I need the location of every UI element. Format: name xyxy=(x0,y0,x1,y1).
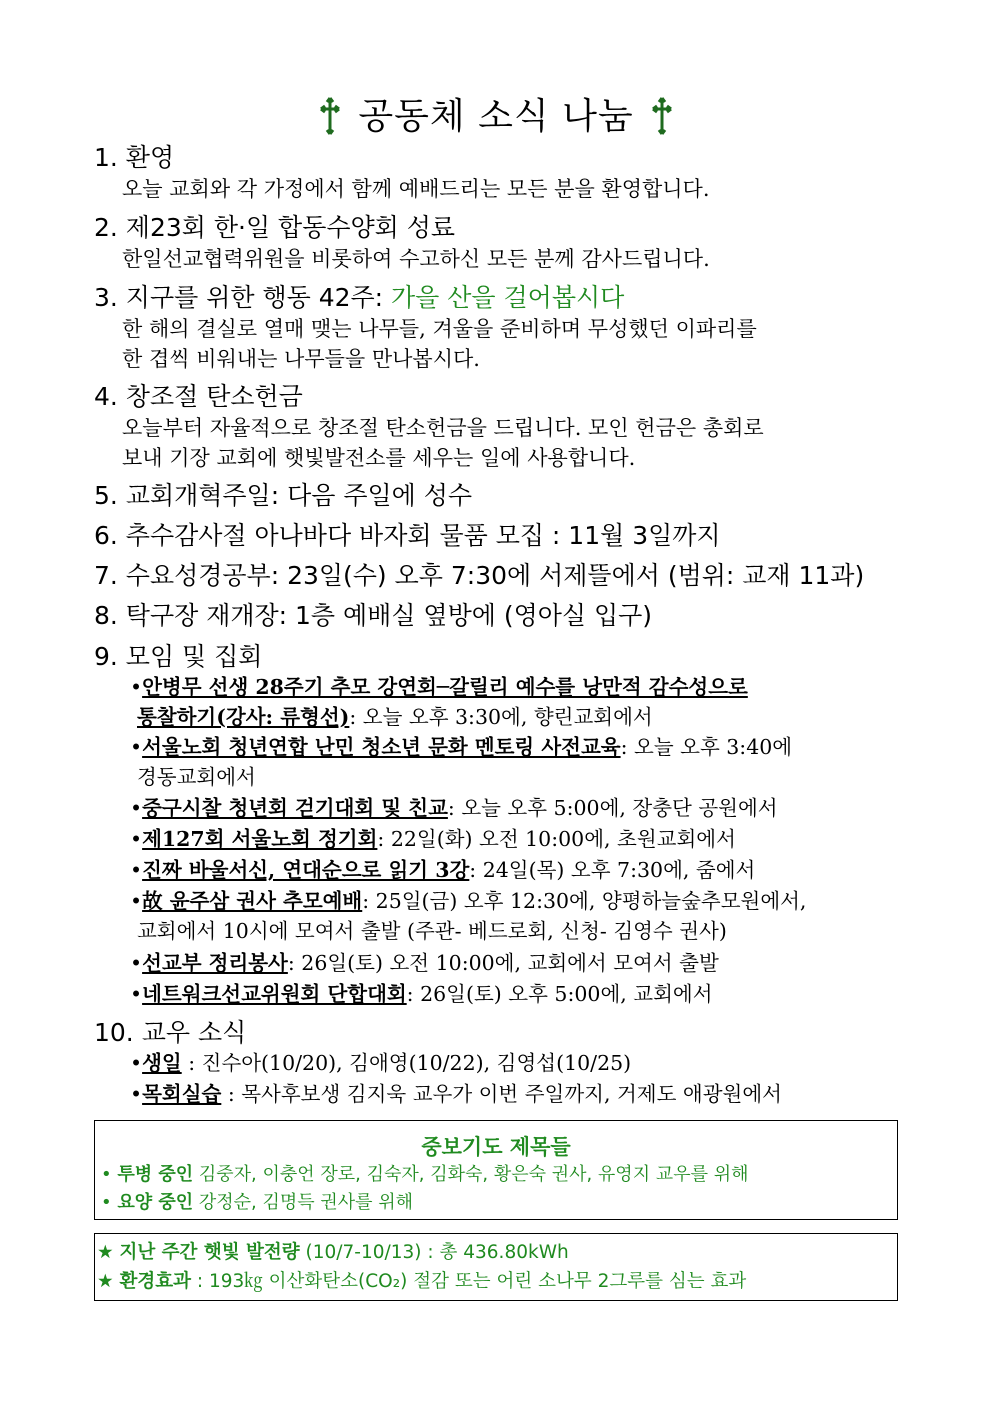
news-item-table-tennis xyxy=(94,600,900,632)
item-heading: 8. 탁구장 재개장: 1층 예배실 옆방에 (영아실 입구) xyxy=(94,601,653,630)
item-heading: 10. 교우 소식 xyxy=(94,1018,247,1047)
solar-box xyxy=(94,1233,898,1301)
news-item-bazaar xyxy=(94,520,900,552)
meeting-item: •안병무 선생 28주기 추모 강연회─갈릴리 예수를 낭만적 감수성으로 통찰하기(강사: 류형선): 오늘 오후 3:30에, 향린교회에서 xyxy=(130,675,748,729)
meeting-item: •중구시찰 청년회 걷기대회 및 친교: 오늘 오후 5:00에, 장충단 공원에서 xyxy=(130,796,778,820)
news-item-carbon-offering xyxy=(94,381,900,473)
prayer-line: • 투병 중인 김중자, 이충언 장로, 김숙자, 김화숙, 황은숙 권사, 유영지 교우를 위해 xyxy=(101,1164,749,1185)
member-news-item: •목회실습 : 목사후보생 김지욱 교우가 이번 주일까지, 거제도 애광원에서 xyxy=(130,1082,782,1106)
item-heading: 9. 모임 및 집회 xyxy=(94,642,263,671)
solar-line: ★ 환경효과 : 193㎏ 이산화탄소(CO₂) 절감 또는 어린 소나무 2그루를 심는 효과 xyxy=(97,1271,747,1292)
meeting-item: •네트워크선교위원회 단합대회: 26일(토) 오후 5:00에, 교회에서 xyxy=(130,982,713,1006)
item-heading: 1. 환영 xyxy=(94,143,175,172)
page-title xyxy=(0,88,992,139)
news-item-welcome xyxy=(94,142,900,204)
news-item-bible-study xyxy=(94,560,900,592)
prayer-title: 중보기도 제목들 xyxy=(421,1135,571,1159)
title-text: 공동체 소식 나눔 xyxy=(358,96,634,137)
cross-icon xyxy=(648,96,676,136)
item-heading: 7. 수요성경공부: 23일(수) 오후 7:30에 서제뜰에서 (범위: 교재 11과) xyxy=(94,561,865,590)
item-body: 한 겹씩 비워내는 나무들을 만나봅시다. xyxy=(122,347,480,371)
item-body: 보내 기장 교회에 햇빛발전소를 세우는 일에 사용합니다. xyxy=(122,446,636,470)
star-icon: ★ xyxy=(97,1271,114,1292)
news-item-retreat xyxy=(94,212,900,274)
meeting-item: •선교부 정리봉사: 26일(토) 오전 10:00에, 교회에서 모여서 출발 xyxy=(130,951,719,975)
item-body: 한일선교협력위원을 비롯하여 수고하신 모든 분께 감사드립니다. xyxy=(122,247,710,271)
item-heading: 2. 제23회 한·일 합동수양회 성료 xyxy=(94,213,456,242)
item-body: 오늘 교회와 각 가정에서 함께 예배드리는 모든 분을 환영합니다. xyxy=(122,177,710,201)
news-item-meetings xyxy=(94,641,900,673)
meeting-item: •서울노회 청년연합 난민 청소년 문화 멘토링 사전교육: 오늘 오후 3:40에 경동교회에서 xyxy=(130,735,793,789)
item-heading: 5. 교회개혁주일: 다음 주일에 성수 xyxy=(94,481,473,510)
highlight-text: 가을 산을 걸어봅시다 xyxy=(391,283,625,312)
meeting-item: •故 윤주삼 권사 추모예배: 25일(금) 오후 12:30에, 양평하늘숲추모원에서, 교회에서 10시에 모여서 출발 (주관- 베드로회, 신청- 김영수 권사) xyxy=(130,889,807,943)
item-body: 한 해의 결실로 열매 맺는 나무들, 겨울을 준비하며 무성했던 이파리를 xyxy=(122,317,757,341)
meeting-item: •진짜 바울서신, 연대순으로 읽기 3강: 24일(목) 오후 7:30에, 줌에서 xyxy=(130,858,756,882)
member-news-item: •생일 : 진수아(10/20), 김애영(10/22), 김영섭(10/25) xyxy=(130,1051,632,1075)
star-icon: ★ xyxy=(97,1242,114,1263)
news-item-earth-action xyxy=(94,282,900,374)
item-heading: 3. 지구를 위한 행동 42주: 가을 산을 걸어봅시다 xyxy=(94,283,625,312)
meeting-item: •제127회 서울노회 정기회: 22일(화) 오전 10:00에, 초원교회에서 xyxy=(130,827,736,851)
cross-icon xyxy=(316,96,344,136)
prayer-line: • 요양 중인 강정순, 김명득 권사를 위해 xyxy=(101,1192,414,1213)
item-heading: 6. 추수감사절 아나바다 바자회 물품 모집 : 11월 3일까지 xyxy=(94,521,721,550)
item-body: 오늘부터 자율적으로 창조절 탄소헌금을 드립니다. 모인 헌금은 총회로 xyxy=(122,416,764,440)
news-item-members xyxy=(94,1017,900,1049)
solar-line: ★ 지난 주간 햇빛 발전량 (10/7-10/13) : 총 436.80kWh xyxy=(97,1242,569,1263)
item-heading: 4. 창조절 탄소헌금 xyxy=(94,382,303,411)
prayer-box xyxy=(94,1120,898,1220)
news-item-reform-sunday xyxy=(94,480,900,512)
